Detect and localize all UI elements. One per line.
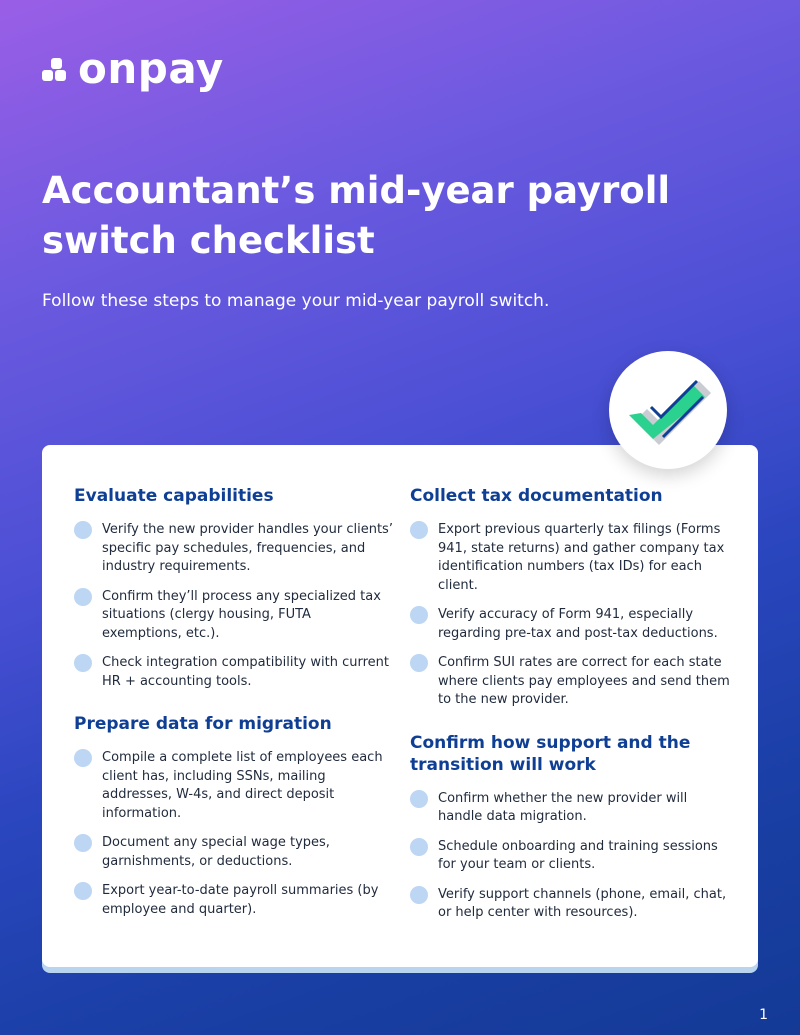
section-prepare-data — [74, 713, 394, 919]
checklist-item: Schedule onboarding and training sessions for your team or clients. — [410, 838, 734, 875]
bullet-icon — [410, 654, 428, 672]
checkmark-badge — [609, 351, 727, 469]
page-title: Accountant’s mid-year payroll switch checklist — [42, 169, 671, 262]
section-heading: Confirm how support and the transition will work — [410, 732, 691, 775]
section-heading: Collect tax documentation — [410, 486, 663, 506]
checklist-item: Check integration compatibility with current HR + accounting tools. — [74, 654, 394, 691]
checklist-item: Document any special wage types, garnishments, or deductions. — [74, 834, 394, 871]
bullet-icon — [410, 606, 428, 624]
bullet-icon — [410, 838, 428, 856]
bullet-icon — [410, 521, 428, 539]
page-subtitle: Follow these steps to manage your mid-year payroll switch. — [42, 291, 550, 311]
checklist-column-right — [410, 485, 734, 945]
bullet-icon — [74, 749, 92, 767]
section-heading: Prepare data for migration — [74, 714, 332, 734]
checklist-column-left — [74, 485, 394, 941]
bullet-icon — [74, 834, 92, 852]
checklist-item: Compile a complete list of employees each client has, including SSNs, mailing addresses, W-4s, and direct deposit information. — [74, 749, 394, 823]
checklist-item: Confirm SUI rates are correct for each state where clients pay employees and send them to the new provider. — [410, 654, 734, 710]
checklist-item: Verify the new provider handles your clients’ specific pay schedules, frequencies, and industry requirements. — [74, 521, 394, 577]
checklist-item: Export previous quarterly tax filings (Forms 941, state returns) and gather company tax identification numbers (tax IDs) for each client. — [410, 521, 734, 595]
double-checkmark-icon — [623, 375, 713, 445]
bullet-icon — [410, 790, 428, 808]
checklist-item: Confirm whether the new provider will handle data migration. — [410, 790, 734, 827]
bullet-icon — [74, 654, 92, 672]
brand-name: onpay — [78, 44, 224, 93]
bullet-icon — [74, 521, 92, 539]
checklist-item: Verify support channels (phone, email, chat, or help center with resources). — [410, 886, 734, 923]
page-number: 1 — [759, 1007, 768, 1023]
brand-logo — [42, 44, 224, 93]
section-confirm-support — [410, 732, 734, 923]
bullet-icon — [74, 882, 92, 900]
section-collect-tax-docs — [410, 485, 734, 710]
onpay-logo-icon — [42, 55, 70, 83]
checklist-item: Confirm they’ll process any specialized tax situations (clergy housing, FUTA exemptions, etc.). — [74, 588, 394, 644]
checklist-item: Export year-to-date payroll summaries (by employee and quarter). — [74, 882, 394, 919]
checklist-card — [42, 445, 758, 967]
checklist-item: Verify accuracy of Form 941, especially regarding pre-tax and post-tax deductions. — [410, 606, 734, 643]
bullet-icon — [410, 886, 428, 904]
bullet-icon — [74, 588, 92, 606]
section-evaluate-capabilities — [74, 485, 394, 691]
section-heading: Evaluate capabilities — [74, 486, 274, 506]
